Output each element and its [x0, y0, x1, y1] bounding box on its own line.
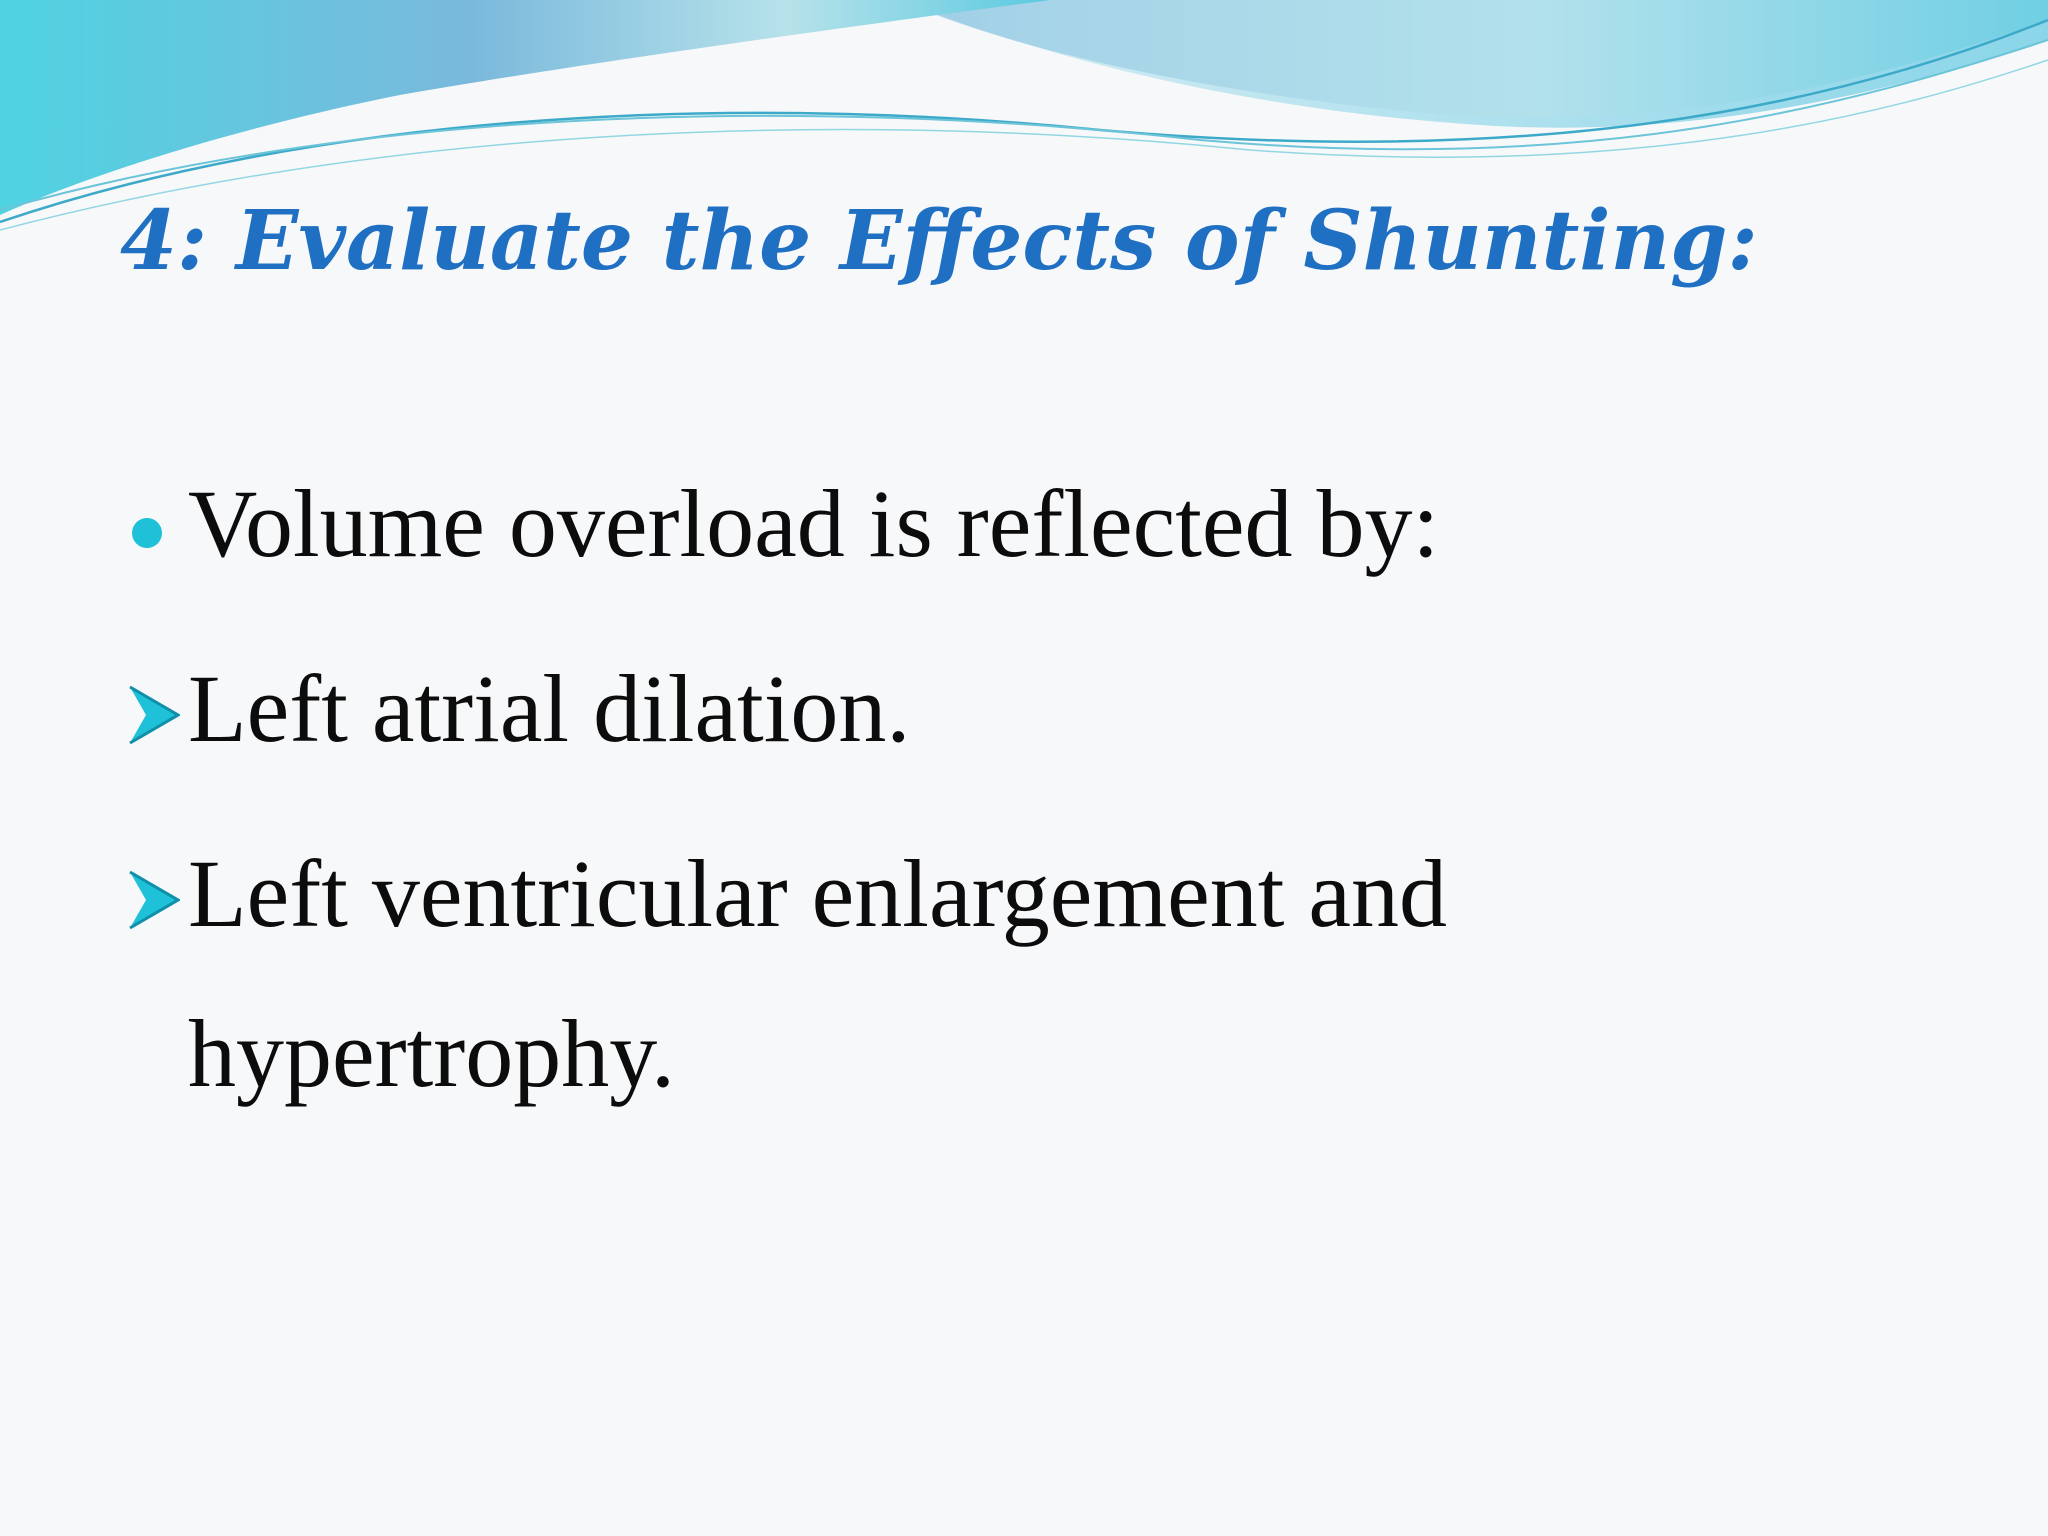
- list-item: [128, 840, 1908, 948]
- list-item-continuation: [128, 1000, 1908, 1108]
- list-item: [128, 655, 1908, 763]
- list-item-text: Volume overload is reflected by:: [188, 470, 1440, 577]
- bullet-dot-icon: [132, 518, 162, 548]
- list-item-text: Left atrial dilation.: [188, 655, 911, 762]
- list-item-text: Left ventricular enlargement and: [188, 840, 1447, 947]
- bullet-list: [128, 470, 1908, 1108]
- list-item-text: hypertrophy.: [188, 1000, 675, 1107]
- list-item: [128, 470, 1908, 578]
- arrow-bullet-icon: [128, 870, 180, 930]
- slide-title: 4: Evaluate the Effects of Shunting:: [120, 193, 1758, 289]
- arrow-bullet-icon: [128, 685, 180, 745]
